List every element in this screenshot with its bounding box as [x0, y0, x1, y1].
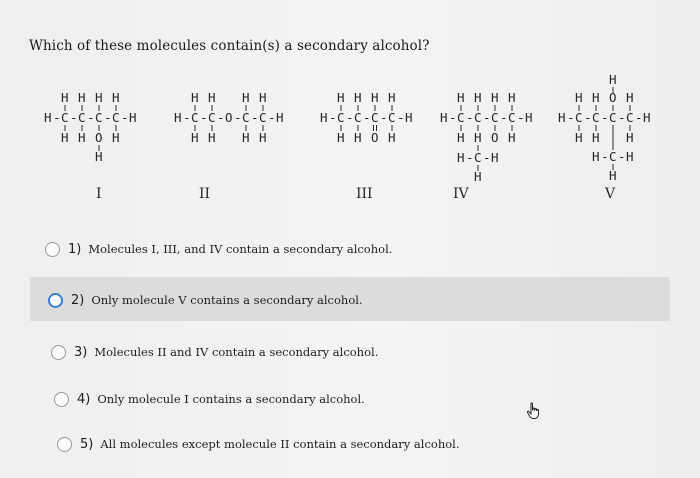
- svg-text:-: -: [483, 110, 491, 125]
- svg-text:H: H: [508, 130, 516, 145]
- option-1-text: Molecules I, III, and IV contain a secondary alcohol.: [88, 242, 393, 256]
- molecule-5-diagram: [554, 72, 684, 192]
- svg-text:H: H: [371, 90, 379, 105]
- molecule-1-label: I: [96, 186, 102, 202]
- molecule-1: [40, 90, 160, 173]
- svg-text:H: H: [354, 90, 362, 105]
- svg-text:-: -: [234, 110, 242, 125]
- svg-text:H: H: [626, 149, 634, 164]
- svg-text:-: -: [380, 110, 388, 125]
- svg-text:H: H: [78, 130, 86, 145]
- svg-text:-: -: [567, 110, 575, 125]
- svg-text:-: -: [584, 110, 592, 125]
- svg-text:H: H: [491, 90, 499, 105]
- svg-text:H: H: [337, 130, 345, 145]
- svg-text:H: H: [592, 149, 600, 164]
- svg-text:-: -: [53, 110, 61, 125]
- svg-text:H: H: [457, 90, 465, 105]
- svg-text:-: -: [104, 110, 112, 125]
- svg-text:H: H: [643, 110, 651, 125]
- svg-text:H: H: [592, 90, 600, 105]
- svg-text:C: C: [626, 110, 634, 125]
- svg-text:-: -: [200, 110, 208, 125]
- svg-text:H: H: [259, 130, 267, 145]
- svg-text:C: C: [388, 110, 396, 125]
- svg-text:-: -: [121, 110, 129, 125]
- svg-text:C: C: [474, 150, 482, 165]
- svg-text:-: -: [601, 110, 609, 125]
- option-2-number: 2): [71, 292, 85, 308]
- svg-text:C: C: [609, 110, 617, 125]
- svg-text:-: -: [601, 149, 609, 164]
- svg-text:H: H: [259, 90, 267, 105]
- molecule-structures: [0, 60, 700, 210]
- svg-text:H: H: [575, 130, 583, 145]
- svg-text:-: -: [251, 110, 259, 125]
- option-5-text: All molecules except molecule II contain a secondary alcohol.: [100, 437, 460, 451]
- svg-text:H: H: [609, 72, 617, 87]
- svg-text:H: H: [320, 110, 328, 125]
- option-3-number: 3): [74, 344, 88, 360]
- answer-option-3[interactable]: [51, 340, 378, 364]
- svg-text:H: H: [457, 130, 465, 145]
- svg-text:H: H: [388, 130, 396, 145]
- svg-text:H: H: [491, 150, 499, 165]
- svg-text:H: H: [474, 169, 482, 184]
- svg-text:H: H: [575, 90, 583, 105]
- molecule-2-label: II: [199, 186, 211, 202]
- molecule-3-label: III: [356, 186, 373, 202]
- molecule-4-diagram: [436, 90, 561, 185]
- svg-text:C: C: [457, 110, 465, 125]
- svg-text:-: -: [183, 110, 191, 125]
- svg-text:H: H: [61, 130, 69, 145]
- svg-text:-: -: [449, 110, 457, 125]
- svg-text:C: C: [508, 110, 516, 125]
- svg-text:-: -: [517, 110, 525, 125]
- svg-text:H: H: [405, 110, 413, 125]
- molecule-2: [170, 90, 300, 173]
- svg-text:-: -: [500, 110, 508, 125]
- svg-text:H: H: [191, 90, 199, 105]
- radio-option-1[interactable]: [45, 242, 60, 257]
- svg-text:C: C: [61, 110, 69, 125]
- svg-text:H: H: [337, 90, 345, 105]
- answer-option-5[interactable]: [57, 432, 459, 456]
- svg-text:H: H: [474, 130, 482, 145]
- svg-text:-: -: [483, 150, 491, 165]
- svg-text:-: -: [346, 110, 354, 125]
- radio-option-2[interactable]: [48, 293, 63, 308]
- svg-text:C: C: [491, 110, 499, 125]
- svg-text:H: H: [95, 90, 103, 105]
- svg-text:H: H: [558, 110, 566, 125]
- svg-text:C: C: [242, 110, 250, 125]
- svg-text:C: C: [371, 110, 379, 125]
- svg-text:C: C: [575, 110, 583, 125]
- radio-option-3[interactable]: [51, 345, 66, 360]
- radio-option-4[interactable]: [54, 392, 69, 407]
- answer-option-1[interactable]: [45, 237, 392, 261]
- svg-text:H: H: [626, 90, 634, 105]
- svg-text:H: H: [208, 130, 216, 145]
- answer-option-4[interactable]: [54, 387, 365, 411]
- svg-text:H: H: [112, 130, 120, 145]
- question-text: Which of these molecules contain(s) a secondary alcohol?: [29, 38, 430, 54]
- svg-text:O: O: [225, 110, 233, 125]
- molecule-4-label: IV: [453, 186, 469, 202]
- svg-text:-: -: [618, 149, 626, 164]
- svg-text:H: H: [208, 90, 216, 105]
- svg-text:-: -: [87, 110, 95, 125]
- svg-text:H: H: [191, 130, 199, 145]
- option-4-text: Only molecule I contains a secondary alcohol.: [97, 392, 365, 406]
- svg-text:C: C: [78, 110, 86, 125]
- svg-text:O: O: [371, 130, 379, 145]
- option-5-number: 5): [80, 436, 94, 452]
- option-3-text: Molecules II and IV contain a secondary alcohol.: [94, 345, 379, 359]
- svg-text:H: H: [592, 130, 600, 145]
- svg-text:H: H: [440, 110, 448, 125]
- molecule-3-diagram: [316, 90, 436, 170]
- answer-option-2[interactable]: [48, 288, 363, 312]
- svg-text:H: H: [388, 90, 396, 105]
- svg-text:H: H: [609, 168, 617, 183]
- svg-text:H: H: [508, 90, 516, 105]
- svg-text:H: H: [78, 90, 86, 105]
- svg-text:H: H: [276, 110, 284, 125]
- svg-text:H: H: [112, 90, 120, 105]
- svg-text:-: -: [635, 110, 643, 125]
- option-4-number: 4): [77, 391, 91, 407]
- svg-text:C: C: [259, 110, 267, 125]
- svg-text:C: C: [208, 110, 216, 125]
- molecule-3: [316, 90, 436, 173]
- molecule-5-label: V: [605, 186, 616, 202]
- radio-option-5[interactable]: [57, 437, 72, 452]
- svg-text:C: C: [354, 110, 362, 125]
- molecule-2-diagram: [170, 90, 300, 170]
- svg-text:C: C: [474, 110, 482, 125]
- svg-text:-: -: [268, 110, 276, 125]
- molecule-4: [436, 90, 561, 188]
- svg-text:-: -: [217, 110, 225, 125]
- svg-text:C: C: [112, 110, 120, 125]
- svg-text:-: -: [363, 110, 371, 125]
- svg-text:C: C: [337, 110, 345, 125]
- option-1-number: 1): [68, 241, 82, 257]
- svg-text:H: H: [474, 90, 482, 105]
- svg-text:-: -: [397, 110, 405, 125]
- svg-text:H: H: [525, 110, 533, 125]
- svg-text:O: O: [609, 90, 617, 105]
- svg-text:C: C: [95, 110, 103, 125]
- hand-pointer-icon: [526, 402, 542, 424]
- svg-text:-: -: [466, 150, 474, 165]
- svg-text:H: H: [626, 130, 634, 145]
- option-2-text: Only molecule V contains a secondary alcohol.: [91, 293, 363, 307]
- svg-text:C: C: [592, 110, 600, 125]
- svg-text:-: -: [618, 110, 626, 125]
- svg-text:C: C: [191, 110, 199, 125]
- molecule-1-diagram: [40, 90, 160, 170]
- svg-text:-: -: [329, 110, 337, 125]
- svg-text:-: -: [466, 110, 474, 125]
- svg-text:H: H: [95, 149, 103, 164]
- svg-text:C: C: [609, 149, 617, 164]
- svg-text:H: H: [242, 130, 250, 145]
- svg-text:H: H: [44, 110, 52, 125]
- svg-text:H: H: [242, 90, 250, 105]
- svg-text:O: O: [95, 130, 103, 145]
- svg-text:H: H: [61, 90, 69, 105]
- svg-text:-: -: [70, 110, 78, 125]
- molecule-5: [554, 72, 684, 195]
- svg-text:H: H: [174, 110, 182, 125]
- svg-text:H: H: [354, 130, 362, 145]
- svg-text:O: O: [491, 130, 499, 145]
- svg-text:H: H: [129, 110, 137, 125]
- svg-text:H: H: [457, 150, 465, 165]
